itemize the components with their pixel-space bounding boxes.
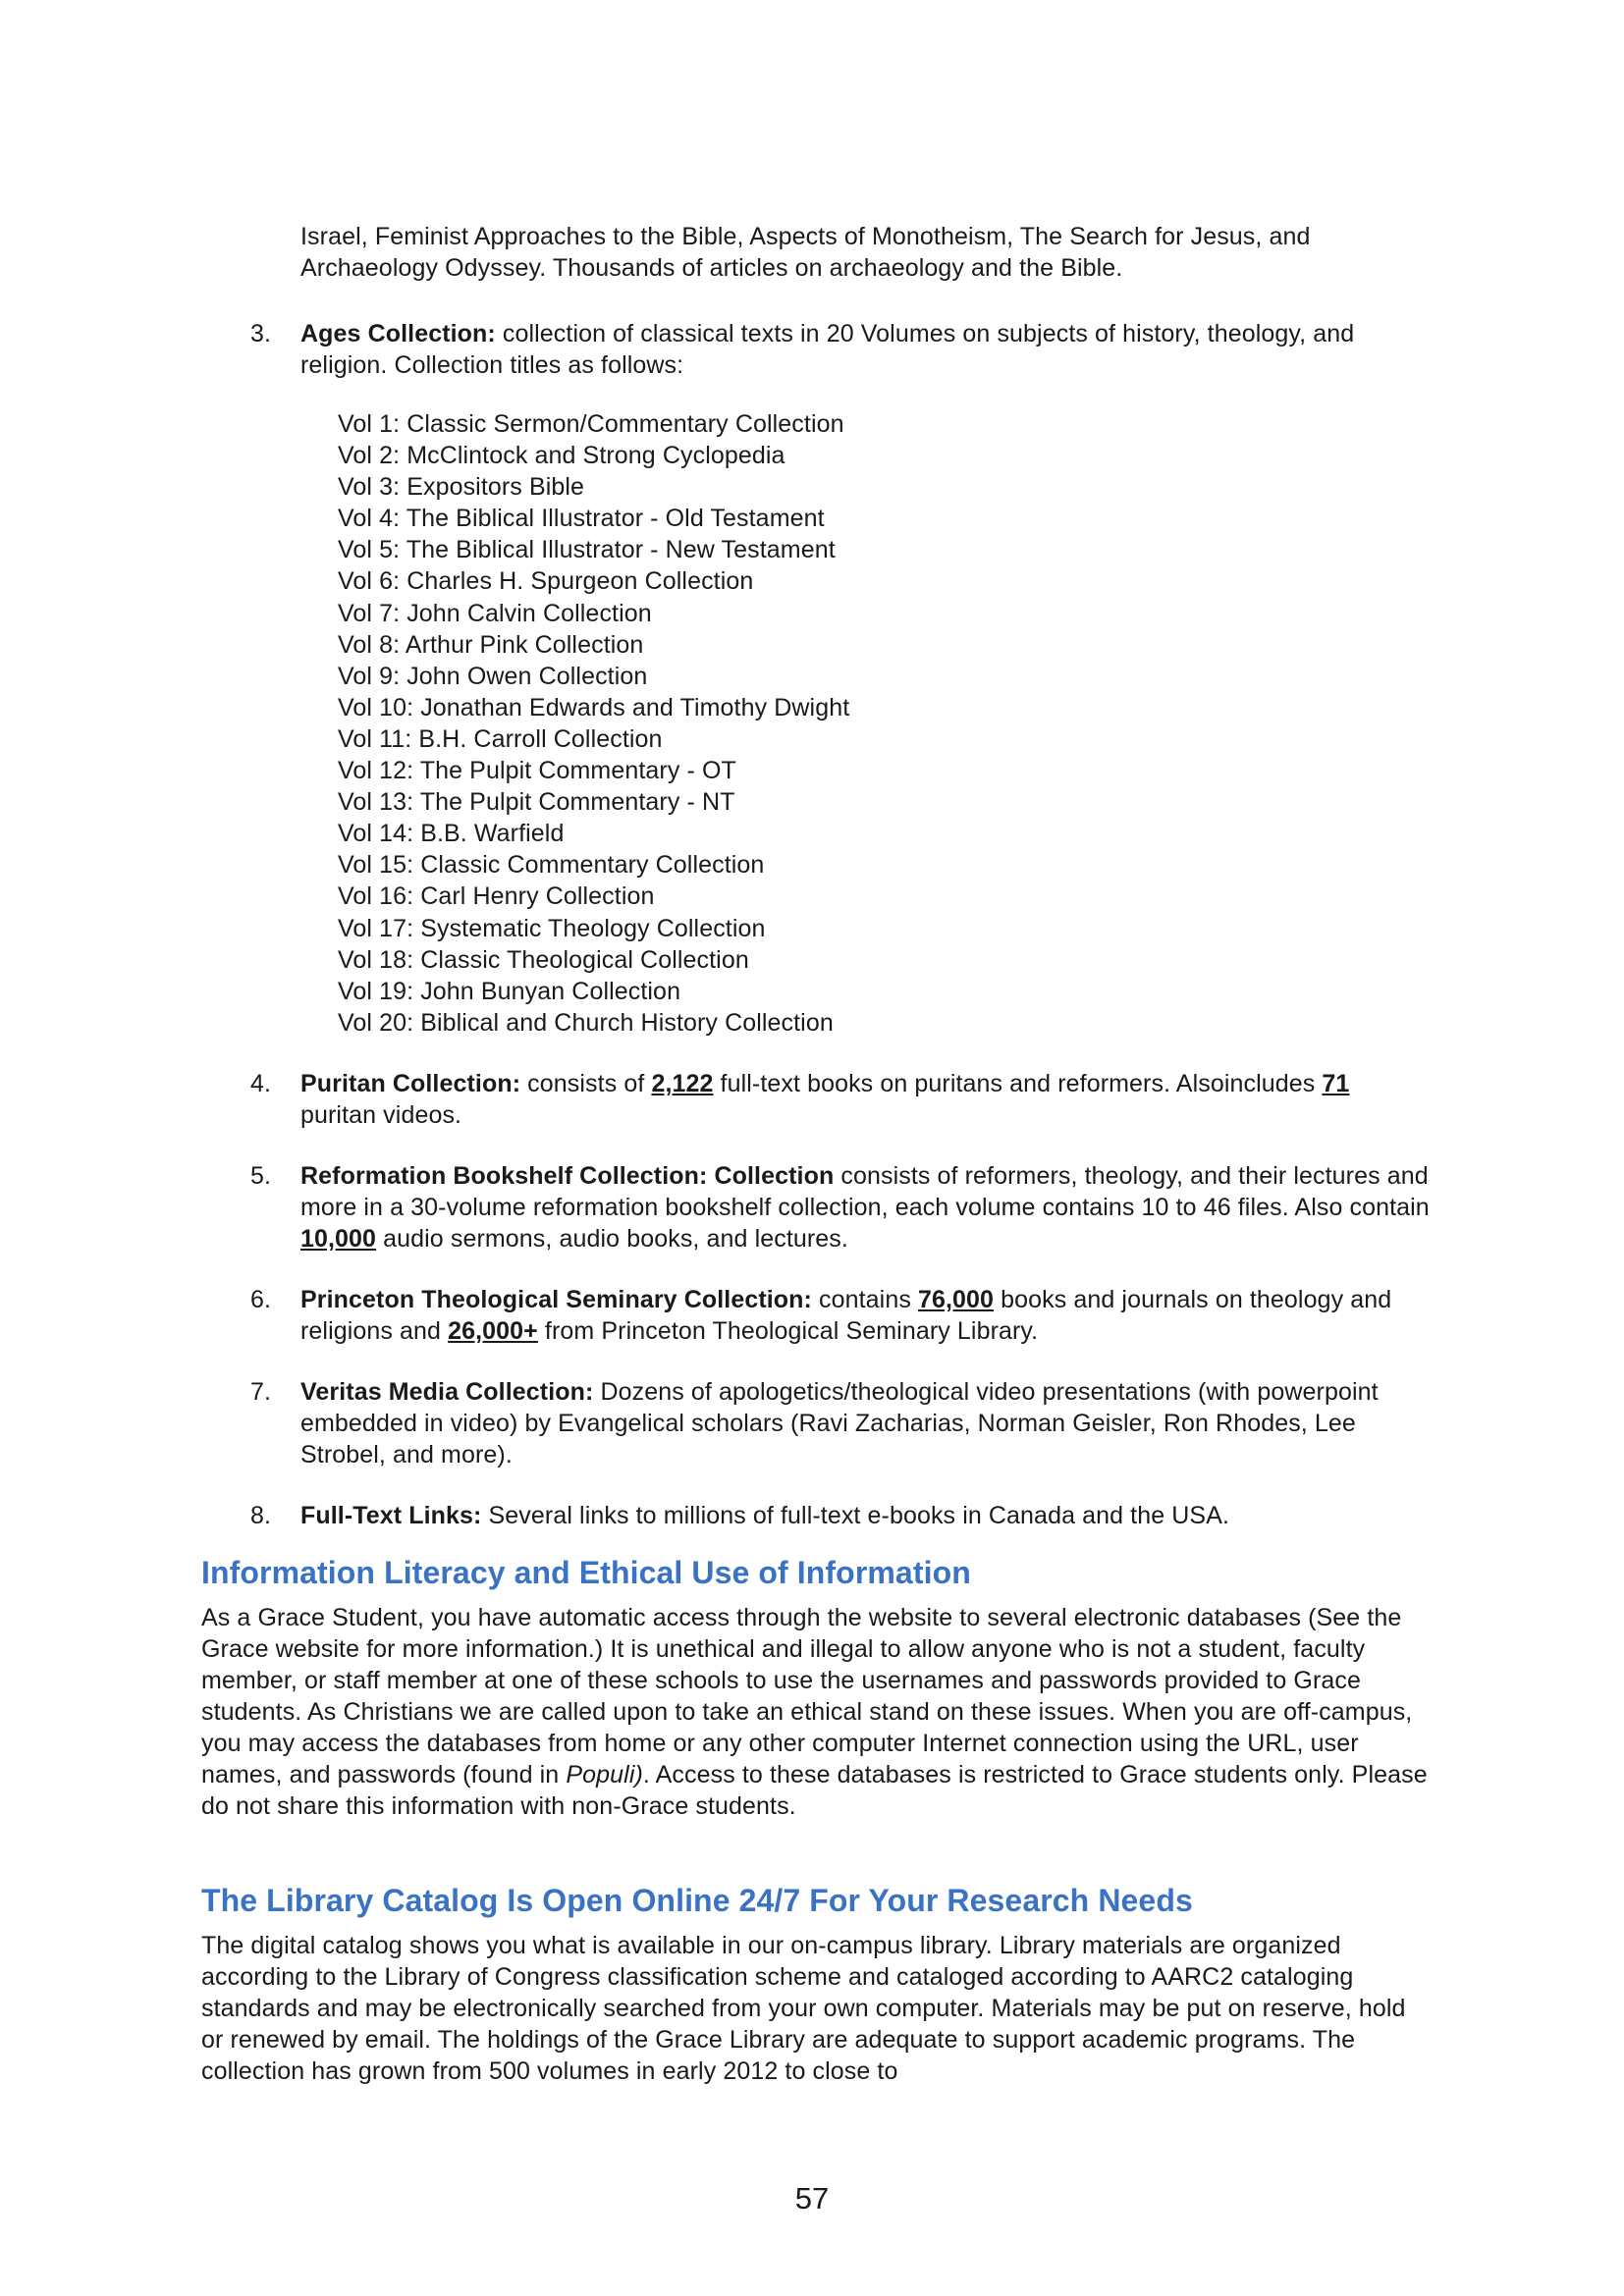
volume-item: Vol 6: Charles H. Spurgeon Collection — [338, 567, 754, 596]
item-text: full-text books on puritans and reformers. Alsoincludes — [713, 1069, 1323, 1097]
section-heading-info-literacy: Information Literacy and Ethical Use of Information — [201, 1555, 971, 1590]
list-number: 8. — [250, 1501, 272, 1529]
volume-item: Vol 5: The Biblical Illustrator - New Testament — [338, 536, 836, 564]
item-text: consists of reformers, theology, and their lectures and more in a 30-volume reformation bookshelf collection, each volume contains 10 to 46 files. Also contain — [300, 1161, 1430, 1221]
volume-list — [338, 408, 1432, 1039]
item-text: from Princeton Theological Seminary Library. — [537, 1316, 1039, 1345]
item-text: contains — [811, 1285, 918, 1313]
section-heading-library-catalog: The Library Catalog Is Open Online 24/7 For Your Research Needs — [201, 1883, 1193, 1918]
list-item-veritas-collection — [199, 1376, 1432, 1470]
volume-item: Vol 15: Classic Commentary Collection — [338, 851, 765, 880]
volume-item: Vol 3: Expositors Bible — [338, 473, 585, 502]
list-number: 3. — [250, 320, 272, 347]
volume-item: Vol 11: B.H. Carroll Collection — [338, 724, 663, 753]
list-item-princeton-collection — [199, 1284, 1432, 1347]
list-number: 5. — [250, 1161, 272, 1190]
volume-item: Vol 14: B.B. Warfield — [338, 820, 565, 848]
item-text: audio sermons, audio books, and lectures. — [376, 1224, 848, 1253]
item-figure: 2,122 — [651, 1069, 714, 1097]
volume-item: Vol 10: Jonathan Edwards and Timothy Dwight — [338, 693, 850, 721]
info-literacy-paragraph — [201, 1602, 1434, 1822]
list-number: 4. — [250, 1069, 272, 1097]
item-title: Veritas Media Collection: — [300, 1377, 594, 1406]
paragraph-text: As a Grace Student, you have automatic access through the website to several electronic databases (See the Grace website for more information.) It is unethical and illegal to allow anyone who is not a student, faculty member, or staff member at one of these schools to use the usernames and passwords provided to Grace students. As Christians we are called upon to take an ethical stand on these issues. When you are off-campus, you may access the databases from home or any other computer Internet connection using the URL, user names, and passwords (found in — [201, 1604, 1413, 1789]
volume-item: Vol 20: Biblical and Church History Collection — [338, 1008, 834, 1037]
list-item-puritan-collection — [199, 1068, 1432, 1131]
list-number: 7. — [250, 1377, 272, 1406]
item-figure: 71 — [1322, 1069, 1350, 1097]
item-title: Reformation Bookshelf Collection: Collection — [300, 1161, 835, 1190]
item-title: Princeton Theological Seminary Collection: — [300, 1285, 812, 1313]
page-number: 57 — [794, 2181, 830, 2216]
list-item-reformation-collection — [199, 1160, 1432, 1255]
volume-item: Vol 16: Carl Henry Collection — [338, 882, 655, 911]
continued-paragraph: Israel, Feminist Approaches to the Bible, Aspects of Monotheism, The Search for Jesus, and Archaeology Odyssey. Thousands of articles on archaeology and the Bible. — [300, 223, 1311, 282]
item-text: books and journals on theology and religions and — [300, 1285, 1392, 1345]
list-number: 6. — [250, 1285, 272, 1313]
list-item-ages-collection — [199, 318, 1432, 1039]
volume-item: Vol 19: John Bunyan Collection — [338, 977, 681, 1005]
volume-item: Vol 7: John Calvin Collection — [338, 599, 652, 627]
volume-item: Vol 2: McClintock and Strong Cyclopedia — [338, 442, 785, 470]
paragraph-text: . Access to these databases is restricted to Grace students only. Please do not share this information with non-Grace students. — [201, 1761, 1428, 1820]
list-item-full-text-links — [199, 1500, 1432, 1531]
collections-list — [199, 318, 1432, 1561]
library-catalog-paragraph: The digital catalog shows you what is available in our on-campus library. Library materials are organized according to the Library of Congress classification scheme and cataloged according to AARC2 cataloging standards and may be electronically searched from your own computer. Materials may be put on reserve, hold or renewed by email. The holdings of the Grace Library are adequate to support academic programs. The collection has grown from 500 volumes in early 2012 to close to — [201, 1932, 1406, 2085]
item-text: collection of classical texts in 20 Volumes on subjects of history, theology, and religion. Collection titles as follows: — [300, 320, 1355, 379]
volume-item: Vol 13: The Pulpit Commentary - NT — [338, 788, 735, 817]
populi-emphasis: Populi) — [566, 1761, 643, 1789]
volume-item: Vol 17: Systematic Theology Collection — [338, 914, 766, 942]
item-figure: 76,000 — [917, 1285, 995, 1313]
volume-item: Vol 4: The Biblical Illustrator - Old Testament — [338, 505, 825, 533]
volume-item: Vol 1: Classic Sermon/Commentary Collection — [338, 410, 844, 438]
item-figure: 10,000 — [300, 1224, 377, 1253]
item-text: consists of — [520, 1069, 652, 1097]
volume-item: Vol 8: Arthur Pink Collection — [338, 630, 644, 659]
item-title: Ages Collection: — [300, 320, 496, 347]
item-text: puritan videos. — [300, 1100, 462, 1129]
item-text: Several links to millions of full-text e-books in Canada and the USA. — [481, 1501, 1230, 1529]
item-figure: 26,000+ — [448, 1316, 538, 1345]
item-title: Puritan Collection: — [300, 1069, 521, 1097]
volume-item: Vol 12: The Pulpit Commentary - OT — [338, 757, 736, 785]
volume-item: Vol 18: Classic Theological Collection — [338, 945, 749, 974]
volume-item: Vol 9: John Owen Collection — [338, 662, 648, 690]
item-text: Dozens of apologetics/theological video presentations (with powerpoint embedded in video) by Evangelical scholars (Ravi Zacharias, Norman Geisler, Ron Rhodes, Lee Strobel, and more). — [300, 1377, 1379, 1468]
item-title: Full-Text Links: — [300, 1501, 482, 1529]
